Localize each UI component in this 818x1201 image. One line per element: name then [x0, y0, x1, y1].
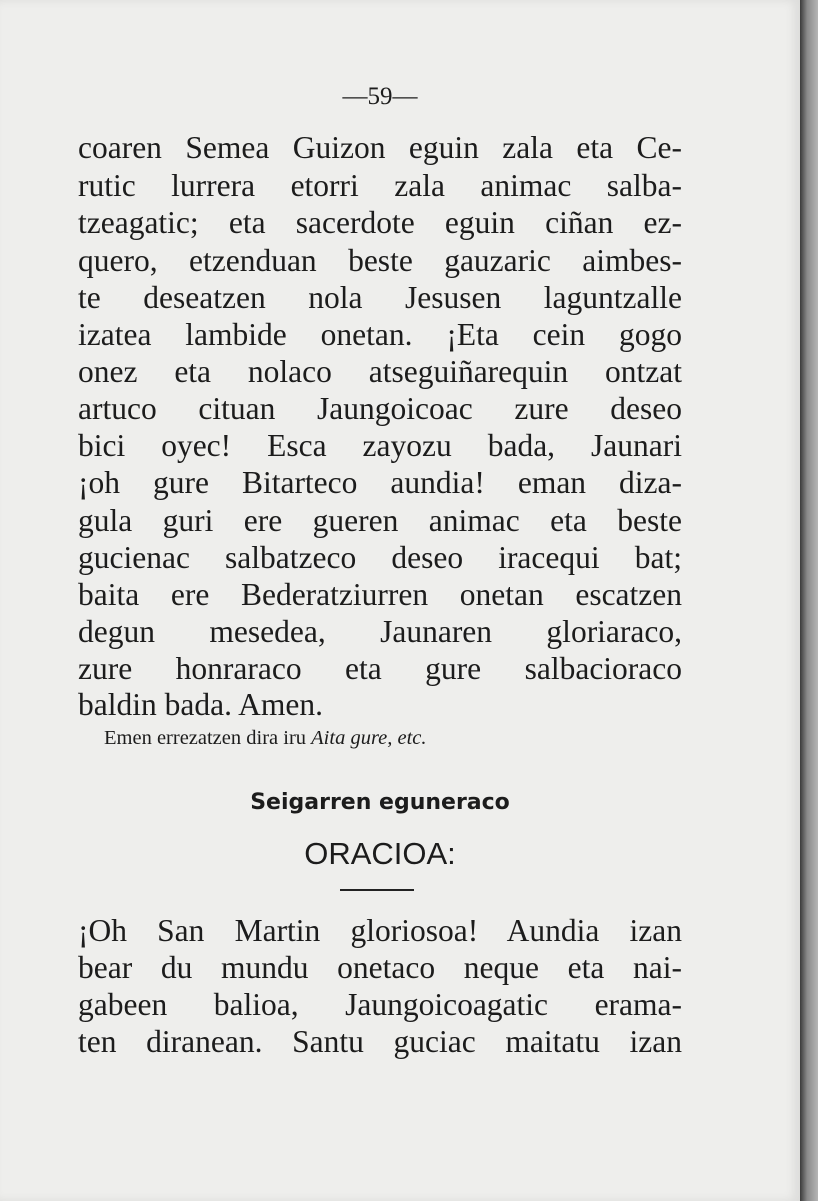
text-line: ten diranean. Santu guciac maitatu izan [78, 1024, 682, 1059]
prayer-heading: ORACIOA: [304, 836, 456, 871]
text-line: tzeagatic; eta sacerdote eguin ciñan ez- [78, 205, 682, 240]
rubric-text: Emen errezatzen dira iru [104, 727, 312, 749]
text-line: zure honraraco eta gure salbacioraco [78, 651, 682, 686]
text-line: artuco cituan Jaungoicoac zure deseo [78, 391, 682, 426]
text-line: baita ere Bederatziurren onetan escatzen [78, 577, 682, 612]
text-line: ¡Oh San Martin gloriosoa! Aundia izan [78, 913, 682, 948]
text-line: te deseatzen nola Jesusen laguntzalle [78, 280, 682, 315]
text-line: rutic lurrera etorri zala animac salba- [78, 168, 682, 203]
text-line: quero, etzenduan beste gauzaric aimbes- [78, 243, 682, 278]
rubric-italic-text: Aita gure, etc. [311, 727, 427, 749]
page-edge [800, 0, 818, 1201]
text-line: coaren Semea Guizon eguin zala eta Ce- [78, 130, 682, 165]
text-line: bici oyec! Esca zayozu bada, Jaunari [78, 428, 682, 463]
text-line: gucienac salbatzeco deseo iracequi bat; [78, 540, 682, 575]
section-title: Seigarren eguneraco [250, 790, 510, 815]
text-line: ¡oh gure Bitarteco aundia! eman diza- [78, 465, 682, 500]
text-line: degun mesedea, Jaunaren gloriaraco, [78, 614, 682, 649]
rubric-instruction [104, 727, 427, 750]
page-number: —59— [342, 83, 418, 110]
divider-rule [340, 889, 414, 891]
text-line: gula guri ere gueren animac eta beste [78, 503, 682, 538]
text-line: bear du mundu onetaco neque eta nai- [78, 950, 682, 985]
text-line: gabeen balioa, Jaungoicoagatic erama- [78, 987, 682, 1022]
text-line: izatea lambide onetan. ¡Eta cein gogo [78, 317, 682, 352]
text-line: baldin bada. Amen. [78, 687, 323, 722]
text-line: onez eta nolaco atseguiñarequin ontzat [78, 354, 682, 389]
